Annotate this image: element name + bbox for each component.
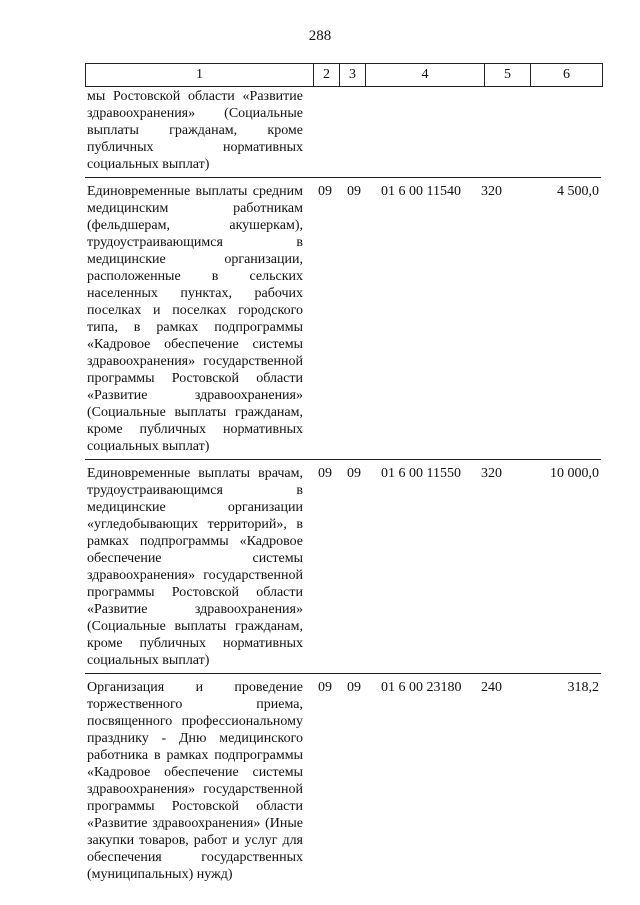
row-csr: 01 6 00 11550 (381, 466, 461, 481)
header-col-2: 2 (313, 64, 339, 86)
table-row (85, 459, 601, 669)
row-chapter: 09 (318, 184, 332, 199)
header-col-3: 3 (339, 64, 365, 86)
row-name: Единовременные выплаты средним медицинским работникам (фельдшерам, акушеркам), трудоустраивающимся в медицинские организации, расположенные в сельских населенных пунктах, рабочих поселках и поселках городского типа, в рамках подпрограммы «Кадровое обеспечение системы здравоохранения» государственной программы Ростовской области «Развитие здравоохранения» (Социальные выплаты гражданам, кроме публичных нормативных социальных выплат) (87, 184, 303, 454)
page-number: 288 (308, 28, 332, 44)
row-amount: 318,2 (567, 680, 599, 695)
row-chapter: 09 (318, 680, 332, 695)
row-name: Организация и проведение торжественного приема, посвященного профессиональному празднику - Дню медицинского работника в рамках подпрограммы «Кадровое обеспечение системы здравоохранения» государственной программы Ростовской области «Развитие здравоохранения» (Иные закупки товаров, работ и услуг для обеспечения государственных (муниципальных) нужд) (87, 680, 303, 882)
row-amount: 4 500,0 (557, 184, 599, 199)
row-subchapter: 09 (347, 680, 361, 695)
table-body (85, 88, 601, 883)
row-vr: 320 (481, 184, 502, 199)
header-col-5: 5 (484, 64, 530, 86)
row-csr: 01 6 00 23180 (381, 680, 462, 695)
row-name: Единовременные выплаты врачам, трудоустраивающимся в медицинские организации «угледобывающих территорий», в рамках подпрограммы «Кадровое обеспечение системы здравоохранения» государственной программы Ростовской области «Развитие здравоохранения» (Социальные выплаты гражданам, кроме публичных нормативных социальных выплат) (87, 466, 303, 668)
row-amount: 10 000,0 (550, 466, 599, 481)
table-row (85, 177, 601, 455)
table-row (85, 88, 601, 173)
table-header (85, 63, 603, 87)
row-subchapter: 09 (347, 184, 361, 199)
row-csr: 01 6 00 11540 (381, 184, 461, 199)
row-vr: 240 (481, 680, 502, 695)
header-col-4: 4 (365, 64, 484, 86)
row-chapter: 09 (318, 466, 332, 481)
header-col-1: 1 (196, 67, 203, 82)
row-name: мы Ростовской области «Развитие здравоохранения» (Социальные выплаты гражданам, кроме публичных нормативных социальных выплат) (87, 89, 303, 172)
row-subchapter: 09 (347, 466, 361, 481)
row-vr: 320 (481, 466, 502, 481)
table-row (85, 673, 601, 883)
header-col-6: 6 (530, 64, 602, 86)
